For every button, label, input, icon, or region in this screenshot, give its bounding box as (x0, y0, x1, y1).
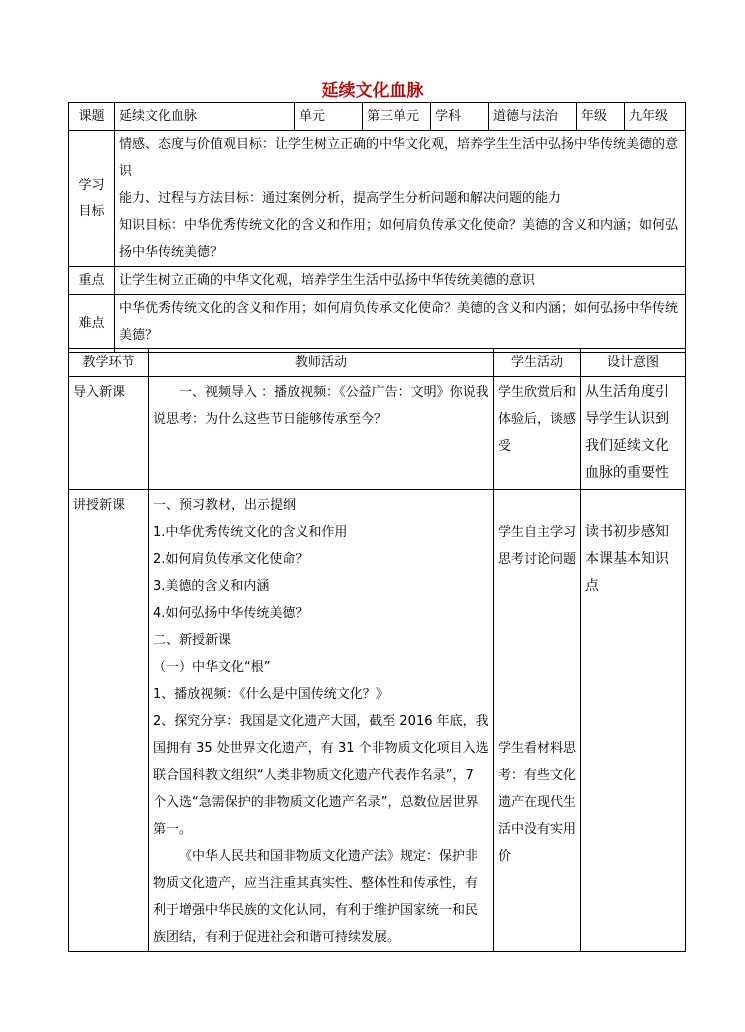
student-intro: 学生欣赏后和体验后，谈感受 (494, 377, 581, 490)
objectives-label: 学习目标 (69, 131, 115, 267)
info-row (69, 103, 686, 131)
unit-label: 单元 (295, 103, 363, 131)
lesson-info-table (68, 102, 686, 353)
key-point-row (69, 267, 686, 295)
unit-value: 第三单元 (363, 103, 431, 131)
grade-label: 年级 (577, 103, 625, 131)
design-new: 读书初步感知本课基本知识点 (581, 490, 686, 952)
objective-ability: 能力、过程与方法目标：通过案例分析，提高学生分析问题和解决问题的能力 (119, 191, 562, 206)
key-point-label: 重点 (69, 267, 115, 295)
design-intro: 从生活角度引导学生认识到我们延续文化血脉的重要性 (581, 377, 686, 490)
grade-value: 九年级 (625, 103, 686, 131)
document-title: 延续文化血脉 (321, 81, 424, 101)
header-student: 学生活动 (494, 349, 581, 377)
process-header-row (69, 349, 686, 377)
header-design: 设计意图 (581, 349, 686, 377)
topic-label: 课题 (69, 103, 115, 131)
objectives-row (69, 131, 686, 267)
difficulty-text: 中华优秀传统文化的含义和作用；如何肩负传承文化使命？美德的含义和内涵；如何弘扬中华传统美德？ (115, 295, 686, 353)
table-row (69, 490, 686, 952)
difficulty-label: 难点 (69, 295, 115, 353)
header-stage: 教学环节 (69, 349, 149, 377)
stage-intro: 导入新课 (69, 377, 149, 490)
key-point-text: 让学生树立正确的中华文化观，培养学生生活中弘扬中华传统美德的意识 (115, 267, 686, 295)
topic-value: 延续文化血脉 (115, 103, 295, 131)
objective-emotion: 情感、态度与价值观目标：让学生树立正确的中华文化观，培养学生生活中弘扬中华传统美德的意识 (119, 137, 679, 179)
subject-label: 学科 (431, 103, 489, 131)
header-teacher: 教师活动 (149, 349, 494, 377)
subject-value: 道德与法治 (489, 103, 577, 131)
objectives-content (115, 131, 686, 267)
teaching-process-table (68, 348, 686, 952)
student-new: 学生自主学习思考讨论问题 学生看材料思考：有些文化遗产在现代生活中没有实用价 (494, 490, 581, 952)
difficulty-row (69, 295, 686, 353)
table-row (69, 377, 686, 490)
teacher-intro: 一、视频导入 ：播放视频：《公益广告：文明》你说我说思考：为什么这些节日能够传承至今？ (149, 377, 494, 490)
teacher-new: 一、预习教材，出示提纲 1.中华优秀传统文化的含义和作用 2.如何肩负传承文化使命？ 3.美德的含义和内涵 4.如何弘扬中华传统美德？ 二、新授新课 （一）中华文化“根” 1、播放视频：《什么是中国传统文化？》 2、探究分享：我国是文化遗产大国，截至 2016 年底，我国拥有 35 处世界文化遗产，有 31 个非物质文化项目入选联合国科教文组织“人类非物质文化遗产代表作名录”，7 个入选“急需保护的非物质文化遗产名录”，总数位居世界第一。 《中华人民共和国非物质文化遗产法》规定：保护非物质文化遗产，应当注重其真实性、整体性和传承性，有利于增强中华民族的文化认同，有利于维护国家统一和民族团结，有利于促进社会和谐可持续发展。 (149, 490, 494, 952)
objective-knowledge: 知识目标：中华优秀传统文化的含义和作用；如何肩负传承文化使命？美德的含义和内涵；如何弘扬中华传统美德？ (119, 218, 679, 260)
stage-new: 讲授新课 (69, 490, 149, 952)
